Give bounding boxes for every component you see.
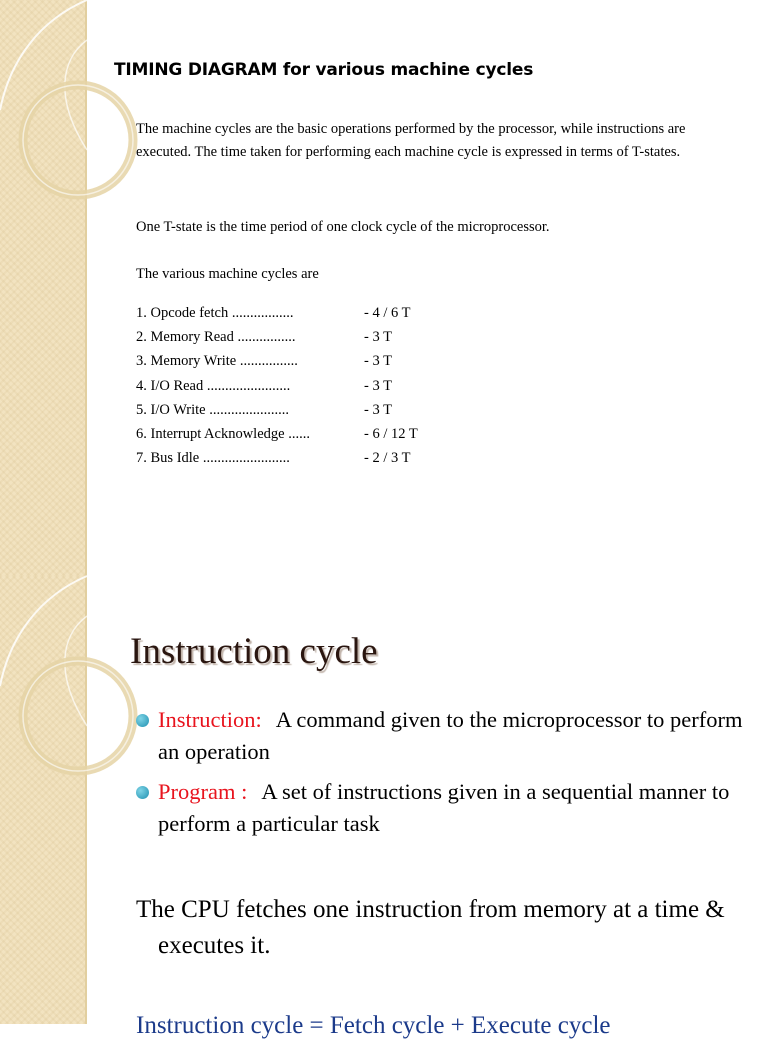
definition-list <box>136 704 746 848</box>
list-item <box>136 301 466 325</box>
cycle-value: - 3 T <box>364 329 392 346</box>
bullet-icon <box>136 786 149 799</box>
bullet-icon <box>136 714 149 727</box>
cut-off-line: Instruction cycle = Fetch cycle + Execute cycle <box>136 1012 611 1039</box>
cpu-paragraph: The CPU fetches one instruction from memory at a time & executes it. <box>136 896 725 959</box>
list-item <box>136 704 746 768</box>
decorative-arc-icon <box>0 0 87 576</box>
term-definition: A set of instructions given in a sequential manner to perform a particular task <box>158 779 730 836</box>
page-title: TIMING DIAGRAM for various machine cycles <box>114 60 534 80</box>
cycle-value: - 3 T <box>364 401 392 418</box>
intro-paragraph: The machine cycles are the basic operations performed by the processor, while instructions are executed. The time taken for performing each machine cycle is expressed in terms of T-states. <box>136 121 686 160</box>
decorative-arc-icon <box>0 576 87 1024</box>
list-item <box>136 325 466 349</box>
cycle-name: 2. Memory Read ................ <box>136 329 296 346</box>
cycle-name: 6. Interrupt Acknowledge ...... <box>136 425 310 442</box>
cycle-value: - 6 / 12 T <box>364 425 418 442</box>
slide-instruction-cycle <box>0 576 768 1039</box>
cycle-name: 4. I/O Read ....................... <box>136 377 291 394</box>
list-item <box>136 776 746 840</box>
term-definition: A command given to the microprocessor to perform an operation <box>158 707 743 764</box>
list-item <box>136 349 466 373</box>
term-label: Program : <box>158 779 248 804</box>
cycle-name: 5. I/O Write ...................... <box>136 401 289 418</box>
cycle-value: - 3 T <box>364 377 392 394</box>
list-item <box>136 422 466 446</box>
cycles-intro: The various machine cycles are <box>136 266 319 282</box>
term-label: Instruction: <box>158 707 262 732</box>
list-item <box>136 374 466 398</box>
list-item <box>136 446 466 470</box>
cycle-name: 7. Bus Idle ........................ <box>136 450 290 467</box>
t-state-paragraph: One T-state is the time period of one clock cycle of the microprocessor. <box>136 219 550 235</box>
cycle-name: 1. Opcode fetch ................. <box>136 305 294 321</box>
slide-title: Instruction cycle <box>130 631 378 672</box>
cycle-name: 3. Memory Write ................ <box>136 353 298 370</box>
list-item <box>136 398 466 422</box>
cycle-value: - 2 / 3 T <box>364 450 411 467</box>
cycle-value: - 3 T <box>364 353 392 370</box>
cycle-value: - 4 / 6 T <box>364 305 411 321</box>
machine-cycle-list <box>136 301 466 470</box>
